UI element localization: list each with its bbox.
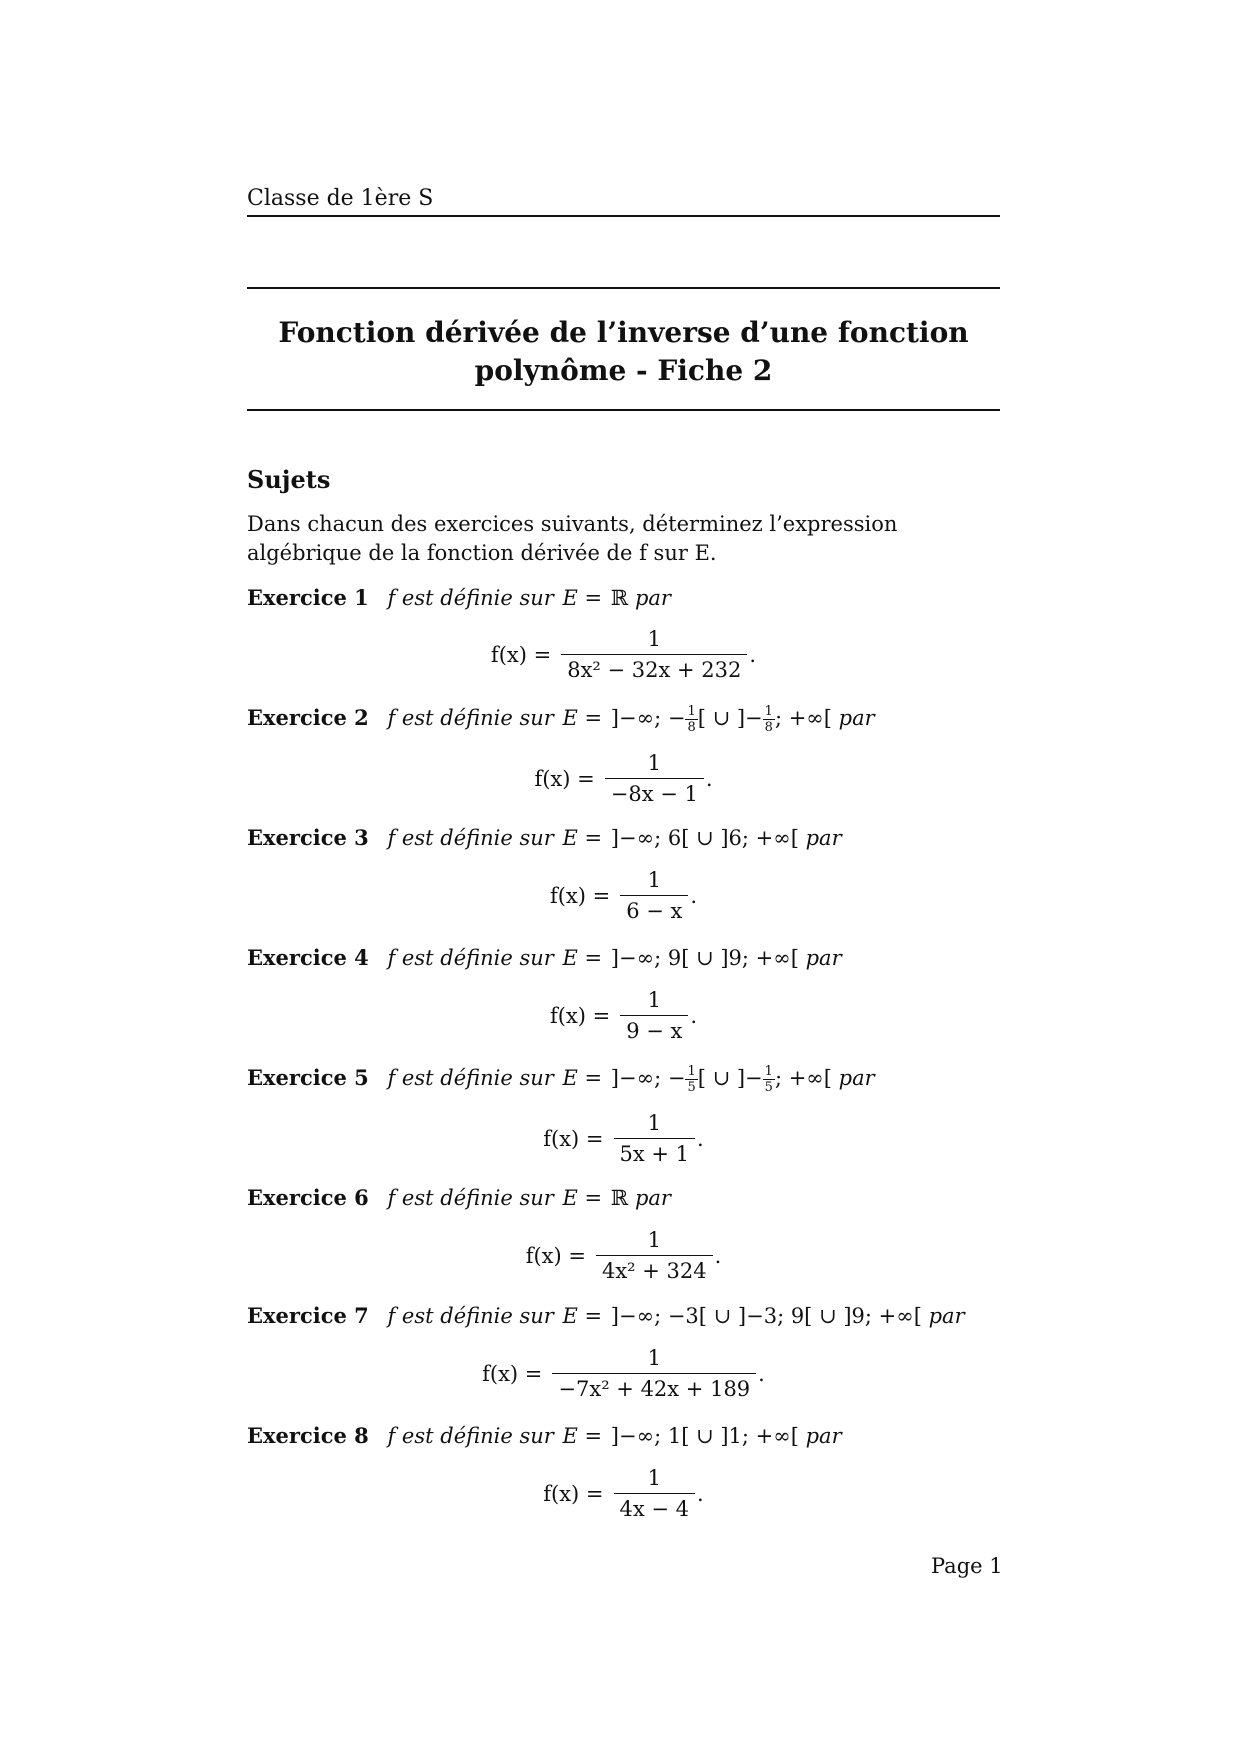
domain: ℝ [610, 586, 629, 610]
fraction [552, 1346, 756, 1401]
defined-text: f est définie sur [387, 586, 554, 610]
par-word: par [805, 1424, 842, 1448]
title-top-rule [247, 287, 1000, 289]
small-denominator: 8 [687, 720, 696, 735]
exercise-label: Exercice 2 [247, 705, 369, 730]
exercise-6-formula [247, 1228, 1000, 1283]
defined-text: f est définie sur [387, 1186, 554, 1210]
small-fraction [685, 1065, 697, 1094]
small-numerator: 1 [764, 1064, 773, 1079]
formula-lhs: f(x) = [534, 766, 595, 791]
domain-prefix: E = [562, 826, 609, 850]
fraction [596, 1228, 713, 1283]
period: . [705, 766, 713, 791]
exercise-label: Exercice 8 [247, 1423, 369, 1448]
numerator: 1 [647, 751, 661, 775]
domain-part-b: [ ∪ ]− [697, 706, 763, 730]
page-number: Page 1 [931, 1554, 1003, 1578]
exercise-7-formula [247, 1346, 1000, 1401]
par-word: par [805, 946, 842, 970]
period: . [749, 642, 757, 667]
domain: ]−∞; 9[ ∪ ]9; +∞[ [610, 946, 799, 970]
intro-paragraph: Dans chacun des exercices suivants, déterminez l’expression algébrique de la fonction dérivée de f sur E. [247, 512, 898, 565]
title-line-2: polynôme - Fiche 2 [474, 354, 773, 387]
formula-lhs: f(x) = [482, 1361, 543, 1386]
numerator: 1 [647, 1111, 661, 1135]
domain: ]−∞; 6[ ∪ ]6; +∞[ [610, 826, 799, 850]
small-fraction [763, 1065, 775, 1094]
numerator: 1 [647, 988, 661, 1012]
par-word: par [928, 1304, 965, 1328]
fraction [605, 751, 704, 806]
formula-lhs: f(x) = [549, 1003, 611, 1028]
formula-lhs: f(x) = [543, 1126, 604, 1151]
denominator: 9 − x [620, 1015, 688, 1043]
small-fraction [685, 705, 697, 734]
numerator: 1 [647, 627, 661, 651]
exercise-8-formula [247, 1466, 1000, 1521]
fraction [620, 988, 688, 1043]
numerator: 1 [647, 1228, 661, 1252]
small-denominator: 5 [687, 1080, 696, 1095]
exercise-4-formula [247, 988, 1000, 1043]
fraction [561, 627, 747, 682]
par-word: par [838, 706, 875, 730]
exercise-label: Exercice 5 [247, 1065, 369, 1090]
exercise-1-statement [247, 585, 673, 610]
defined-text: f est définie sur [387, 946, 554, 970]
denominator: −7x² + 42x + 189 [552, 1373, 756, 1401]
exercise-label: Exercice 7 [247, 1303, 369, 1328]
denominator: 6 − x [620, 895, 688, 923]
domain-prefix: E = [562, 1186, 609, 1210]
fraction [614, 1466, 696, 1521]
small-denominator: 5 [764, 1080, 773, 1095]
period: . [690, 883, 698, 908]
exercise-8-statement [247, 1423, 844, 1448]
defined-text: f est définie sur [387, 1424, 554, 1448]
defined-text: f est définie sur [387, 826, 554, 850]
formula-lhs: f(x) = [525, 1243, 586, 1268]
title-line-1: Fonction dérivée de l’inverse d’une fonction [278, 316, 969, 349]
small-fraction [763, 705, 775, 734]
period: . [690, 1003, 698, 1028]
exercise-5-statement [247, 1065, 877, 1094]
par-word: par [634, 586, 671, 610]
fraction [620, 868, 688, 923]
domain: ]−∞; −3[ ∪ ]−3; 9[ ∪ ]9; +∞[ [610, 1304, 922, 1328]
page-title [247, 314, 1000, 390]
exercise-label: Exercice 4 [247, 945, 369, 970]
formula-lhs: f(x) = [490, 642, 552, 667]
domain-part-b: [ ∪ ]− [697, 1066, 763, 1090]
domain-prefix: E = [562, 586, 609, 610]
denominator: −8x − 1 [605, 778, 704, 806]
exercise-label: Exercice 3 [247, 825, 369, 850]
domain: ℝ [610, 1186, 629, 1210]
period: . [697, 1126, 704, 1151]
exercise-2-statement [247, 705, 877, 734]
domain-prefix: E = [562, 946, 609, 970]
period: . [758, 1361, 765, 1386]
header-divider [247, 215, 1000, 217]
defined-text: f est définie sur [387, 706, 554, 730]
period: . [697, 1481, 704, 1506]
small-numerator: 1 [764, 704, 773, 719]
defined-text: f est définie sur [387, 1066, 554, 1090]
domain-part-c: ; +∞[ [774, 706, 832, 730]
numerator: 1 [647, 1466, 661, 1490]
small-numerator: 1 [687, 1064, 696, 1079]
section-heading: Sujets [247, 465, 331, 494]
par-word: par [805, 826, 842, 850]
denominator: 4x² + 324 [596, 1255, 713, 1283]
exercise-7-statement [247, 1303, 967, 1328]
domain-part-a: ]−∞; − [610, 706, 686, 730]
denominator: 4x − 4 [614, 1493, 696, 1521]
domain-part-a: ]−∞; − [610, 1066, 686, 1090]
class-label: Classe de 1ère S [247, 186, 434, 211]
exercise-label: Exercice 6 [247, 1185, 369, 1210]
domain: ]−∞; 1[ ∪ ]1; +∞[ [610, 1424, 799, 1448]
small-denominator: 8 [764, 720, 773, 735]
exercise-4-statement [247, 945, 844, 970]
domain-part-c: ; +∞[ [774, 1066, 832, 1090]
domain-prefix: E = [562, 1424, 609, 1448]
domain-prefix: E = [562, 1304, 609, 1328]
exercise-2-formula [247, 751, 1000, 806]
defined-text: f est définie sur [387, 1304, 554, 1328]
denominator: 8x² − 32x + 232 [561, 654, 747, 682]
domain-prefix: E = [562, 706, 609, 730]
small-numerator: 1 [687, 704, 696, 719]
numerator: 1 [647, 1346, 661, 1370]
formula-lhs: f(x) = [549, 883, 611, 908]
exercise-6-statement [247, 1185, 673, 1210]
exercise-3-formula [247, 868, 1000, 923]
numerator: 1 [647, 868, 661, 892]
exercise-3-statement [247, 825, 844, 850]
exercise-5-formula [247, 1111, 1000, 1166]
exercise-label: Exercice 1 [247, 585, 369, 610]
par-word: par [838, 1066, 875, 1090]
par-word: par [634, 1186, 671, 1210]
denominator: 5x + 1 [614, 1138, 696, 1166]
domain-prefix: E = [562, 1066, 609, 1090]
title-bottom-rule [247, 409, 1000, 411]
fraction [614, 1111, 696, 1166]
formula-lhs: f(x) = [543, 1481, 604, 1506]
exercise-1-formula [247, 627, 1000, 682]
period: . [714, 1243, 722, 1268]
